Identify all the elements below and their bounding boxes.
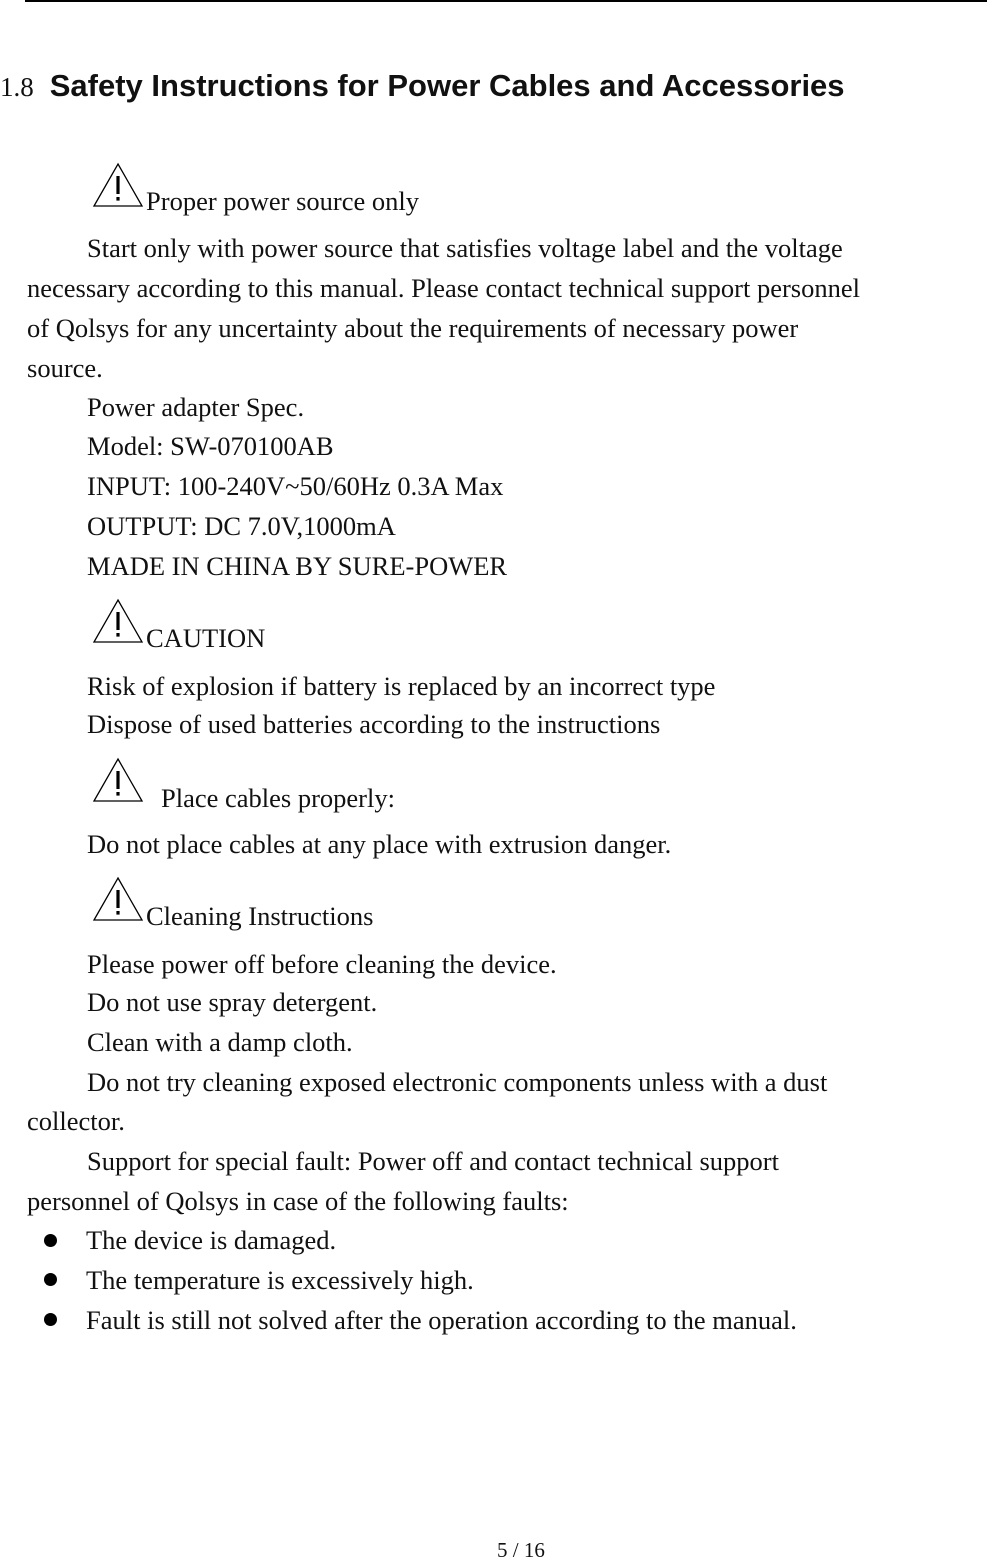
- adapter-spec-title: Power adapter Spec.: [87, 392, 305, 422]
- adapter-output: OUTPUT: DC 7.0V,1000mA: [87, 511, 396, 541]
- cleaning-line: Please power off before cleaning the device.: [87, 949, 557, 979]
- warning-icon: [92, 162, 144, 208]
- cables-heading: Place cables properly:: [161, 783, 395, 813]
- power-source-para-line: source.: [27, 353, 103, 383]
- warning-icon: [92, 598, 144, 644]
- section-number: 1.8: [0, 72, 34, 102]
- power-source-para-line: Start only with power source that satisfies voltage label and the voltage: [87, 233, 843, 263]
- support-line: Support for special fault: Power off and contact technical support: [87, 1146, 779, 1176]
- fault-list-item: The device is damaged.: [86, 1225, 337, 1255]
- bullet-icon: [44, 1234, 57, 1247]
- power-source-heading: Proper power source only: [146, 186, 420, 216]
- adapter-input: INPUT: 100-240V~50/60Hz 0.3A Max: [87, 471, 504, 501]
- page-number: 5: [497, 1538, 508, 1562]
- power-source-para-line: of Qolsys for any uncertainty about the requirements of necessary power: [27, 313, 799, 343]
- caution-heading: CAUTION: [146, 623, 266, 653]
- section-heading: [0, 68, 845, 104]
- warning-icon: [92, 876, 144, 922]
- fault-list-item: Fault is still not solved after the operation according to the manual.: [86, 1305, 797, 1335]
- bullet-icon: [44, 1273, 57, 1286]
- warning-icon: [92, 757, 144, 803]
- bullet-icon: [44, 1313, 57, 1326]
- support-line: personnel of Qolsys in case of the following faults:: [27, 1186, 569, 1216]
- cleaning-heading: Cleaning Instructions: [146, 901, 374, 931]
- cleaning-line: Do not use spray detergent.: [87, 987, 378, 1017]
- adapter-made-in: MADE IN CHINA BY SURE-POWER: [87, 551, 508, 581]
- adapter-model: Model: SW-070100AB: [87, 431, 334, 461]
- caution-line: Risk of explosion if battery is replaced by an incorrect type: [87, 671, 716, 701]
- cleaning-line: Do not try cleaning exposed electronic components unless with a dust: [87, 1067, 828, 1097]
- cables-line: Do not place cables at any place with extrusion danger.: [87, 829, 672, 859]
- fault-list-item: The temperature is excessively high.: [86, 1265, 474, 1295]
- section-title: Safety Instructions for Power Cables and Accessories: [49, 68, 845, 103]
- top-rule: [25, 0, 987, 2]
- caution-line: Dispose of used batteries according to the instructions: [87, 709, 661, 739]
- page-footer: [497, 1538, 545, 1563]
- page-total: / 16: [512, 1538, 545, 1562]
- cleaning-line: Clean with a damp cloth.: [87, 1027, 353, 1057]
- power-source-para-line: necessary according to this manual. Please contact technical support personnel: [27, 273, 860, 303]
- cleaning-line: collector.: [27, 1106, 125, 1136]
